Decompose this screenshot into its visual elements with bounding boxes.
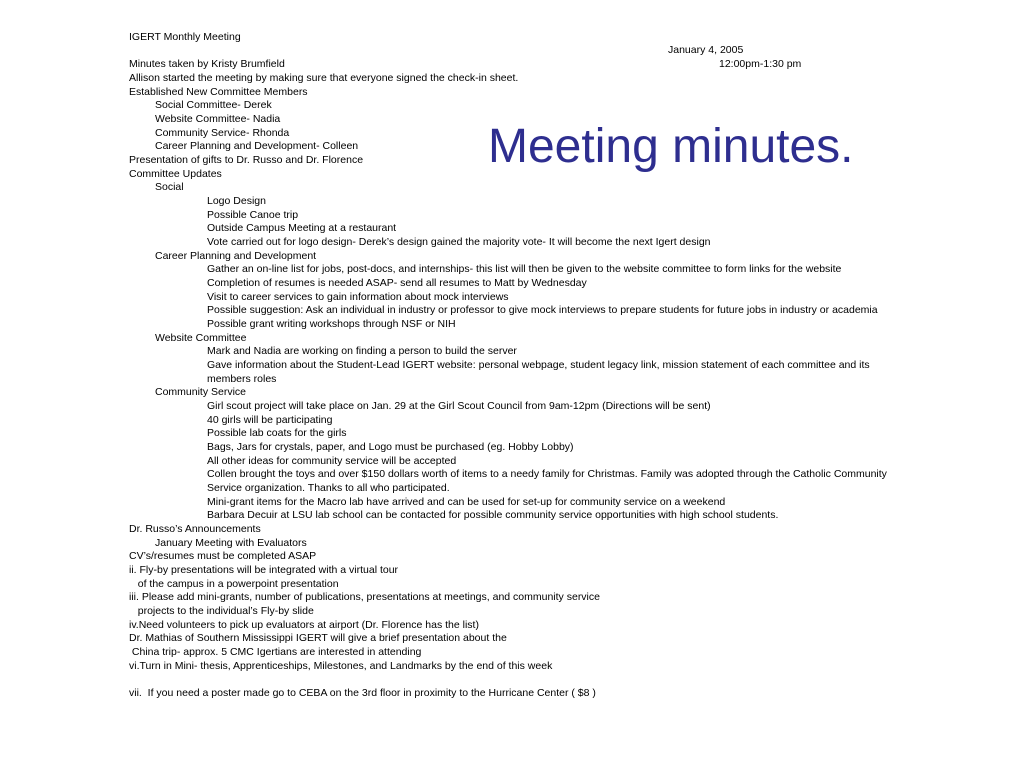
meeting-date: January 4, 2005: [668, 44, 744, 56]
minutes-line: Gather an on-line list for jobs, post-docs, and internships- this list will then be given to the website committee to form links for the website: [207, 263, 842, 275]
minutes-line: Logo Design: [207, 195, 266, 207]
minutes-line: Visit to career services to gain information about mock interviews: [207, 291, 509, 303]
minutes-line: Social: [155, 181, 184, 193]
minutes-line: All other ideas for community service will be accepted: [207, 455, 457, 467]
minutes-line: Bags, Jars for crystals, paper, and Logo must be purchased (eg. Hobby Lobby): [207, 441, 574, 453]
minutes-line: Gave information about the Student-Lead IGERT website: personal webpage, student legacy link, mission statement of each committee and its: [207, 359, 870, 371]
minutes-line: Vote carried out for logo design- Derek’s design gained the majority vote- It will become the next Igert design: [207, 236, 711, 248]
minutes-line: Community Service- Rhonda: [155, 127, 290, 139]
minutes-line: iii. Please add mini-grants, number of publications, presentations at meetings, and community service: [129, 591, 600, 603]
minutes-line: CV’s/resumes must be completed ASAP: [129, 550, 317, 562]
minutes-line: vii. If you need a poster made go to CEBA on the 3rd floor in proximity to the Hurricane Center ( $8 ): [129, 687, 596, 699]
slide-title: Meeting minutes.: [488, 120, 854, 173]
minutes-line: China trip- approx. 5 CMC Igertians are interested in attending: [129, 646, 422, 658]
meeting-time: 12:00pm-1:30 pm: [719, 58, 802, 70]
minutes-line: members roles: [207, 373, 277, 385]
minutes-line: of the campus in a powerpoint presentation: [129, 578, 339, 590]
minutes-line: Community Service: [155, 386, 247, 398]
minutes-line: Website Committee: [155, 332, 247, 344]
minutes-line: Barbara Decuir at LSU lab school can be contacted for possible community service opportunities with high school students.: [207, 509, 779, 521]
minutes-line: Possible grant writing workshops through NSF or NIH: [207, 318, 456, 330]
minutes-line: Dr. Russo’s Announcements: [129, 523, 261, 535]
minutes-line: Committee Updates: [129, 168, 222, 180]
minutes-line: Dr. Mathias of Southern Mississippi IGERT will give a brief presentation about the: [129, 632, 507, 644]
minutes-line: Completion of resumes is needed ASAP- send all resumes to Matt by Wednesday: [207, 277, 587, 289]
minutes-line: Girl scout project will take place on Jan. 29 at the Girl Scout Council from 9am-12pm (Directions will be sent): [207, 400, 711, 412]
minutes-line: January Meeting with Evaluators: [155, 537, 307, 549]
minutes-line: Website Committee- Nadia: [155, 113, 281, 125]
minutes-line: Minutes taken by Kristy Brumfield: [129, 58, 285, 70]
minutes-line: Possible lab coats for the girls: [207, 427, 347, 439]
minutes-line: Collen brought the toys and over $150 dollars worth of items to a needy family for Christmas. Family was adopted through the Catholic Community: [207, 468, 887, 480]
minutes-line: Service organization. Thanks to all who participated.: [207, 482, 450, 494]
minutes-line: Outside Campus Meeting at a restaurant: [207, 222, 397, 234]
minutes-line: Allison started the meeting by making sure that everyone signed the check-in sheet.: [129, 72, 519, 84]
minutes-line: Presentation of gifts to Dr. Russo and Dr. Florence: [129, 154, 364, 166]
minutes-line: ii. Fly-by presentations will be integrated with a virtual tour: [129, 564, 399, 576]
minutes-line: projects to the individual’s Fly-by slide: [129, 605, 314, 617]
minutes-line: Possible suggestion: Ask an individual in industry or professor to give mock interviews to prepare students for future jobs in industry or academia: [207, 304, 878, 316]
minutes-line: vi.Turn in Mini- thesis, Apprenticeships, Milestones, and Landmarks by the end of this week: [129, 660, 553, 672]
minutes-line: Career Planning and Development: [155, 250, 317, 262]
minutes-line: Mark and Nadia are working on finding a person to build the server: [207, 345, 517, 357]
meeting-name: IGERT Monthly Meeting: [129, 31, 241, 43]
minutes-line: Social Committee- Derek: [155, 99, 272, 111]
minutes-line: iv.Need volunteers to pick up evaluators at airport (Dr. Florence has the list): [129, 619, 479, 631]
minutes-line: Established New Committee Members: [129, 86, 308, 98]
minutes-line: Possible Canoe trip: [207, 209, 299, 221]
minutes-line: Mini-grant items for the Macro lab have arrived and can be used for set-up for community service on a weekend: [207, 496, 726, 508]
minutes-line: Career Planning and Development- Colleen: [155, 140, 359, 152]
minutes-line: 40 girls will be participating: [207, 414, 333, 426]
